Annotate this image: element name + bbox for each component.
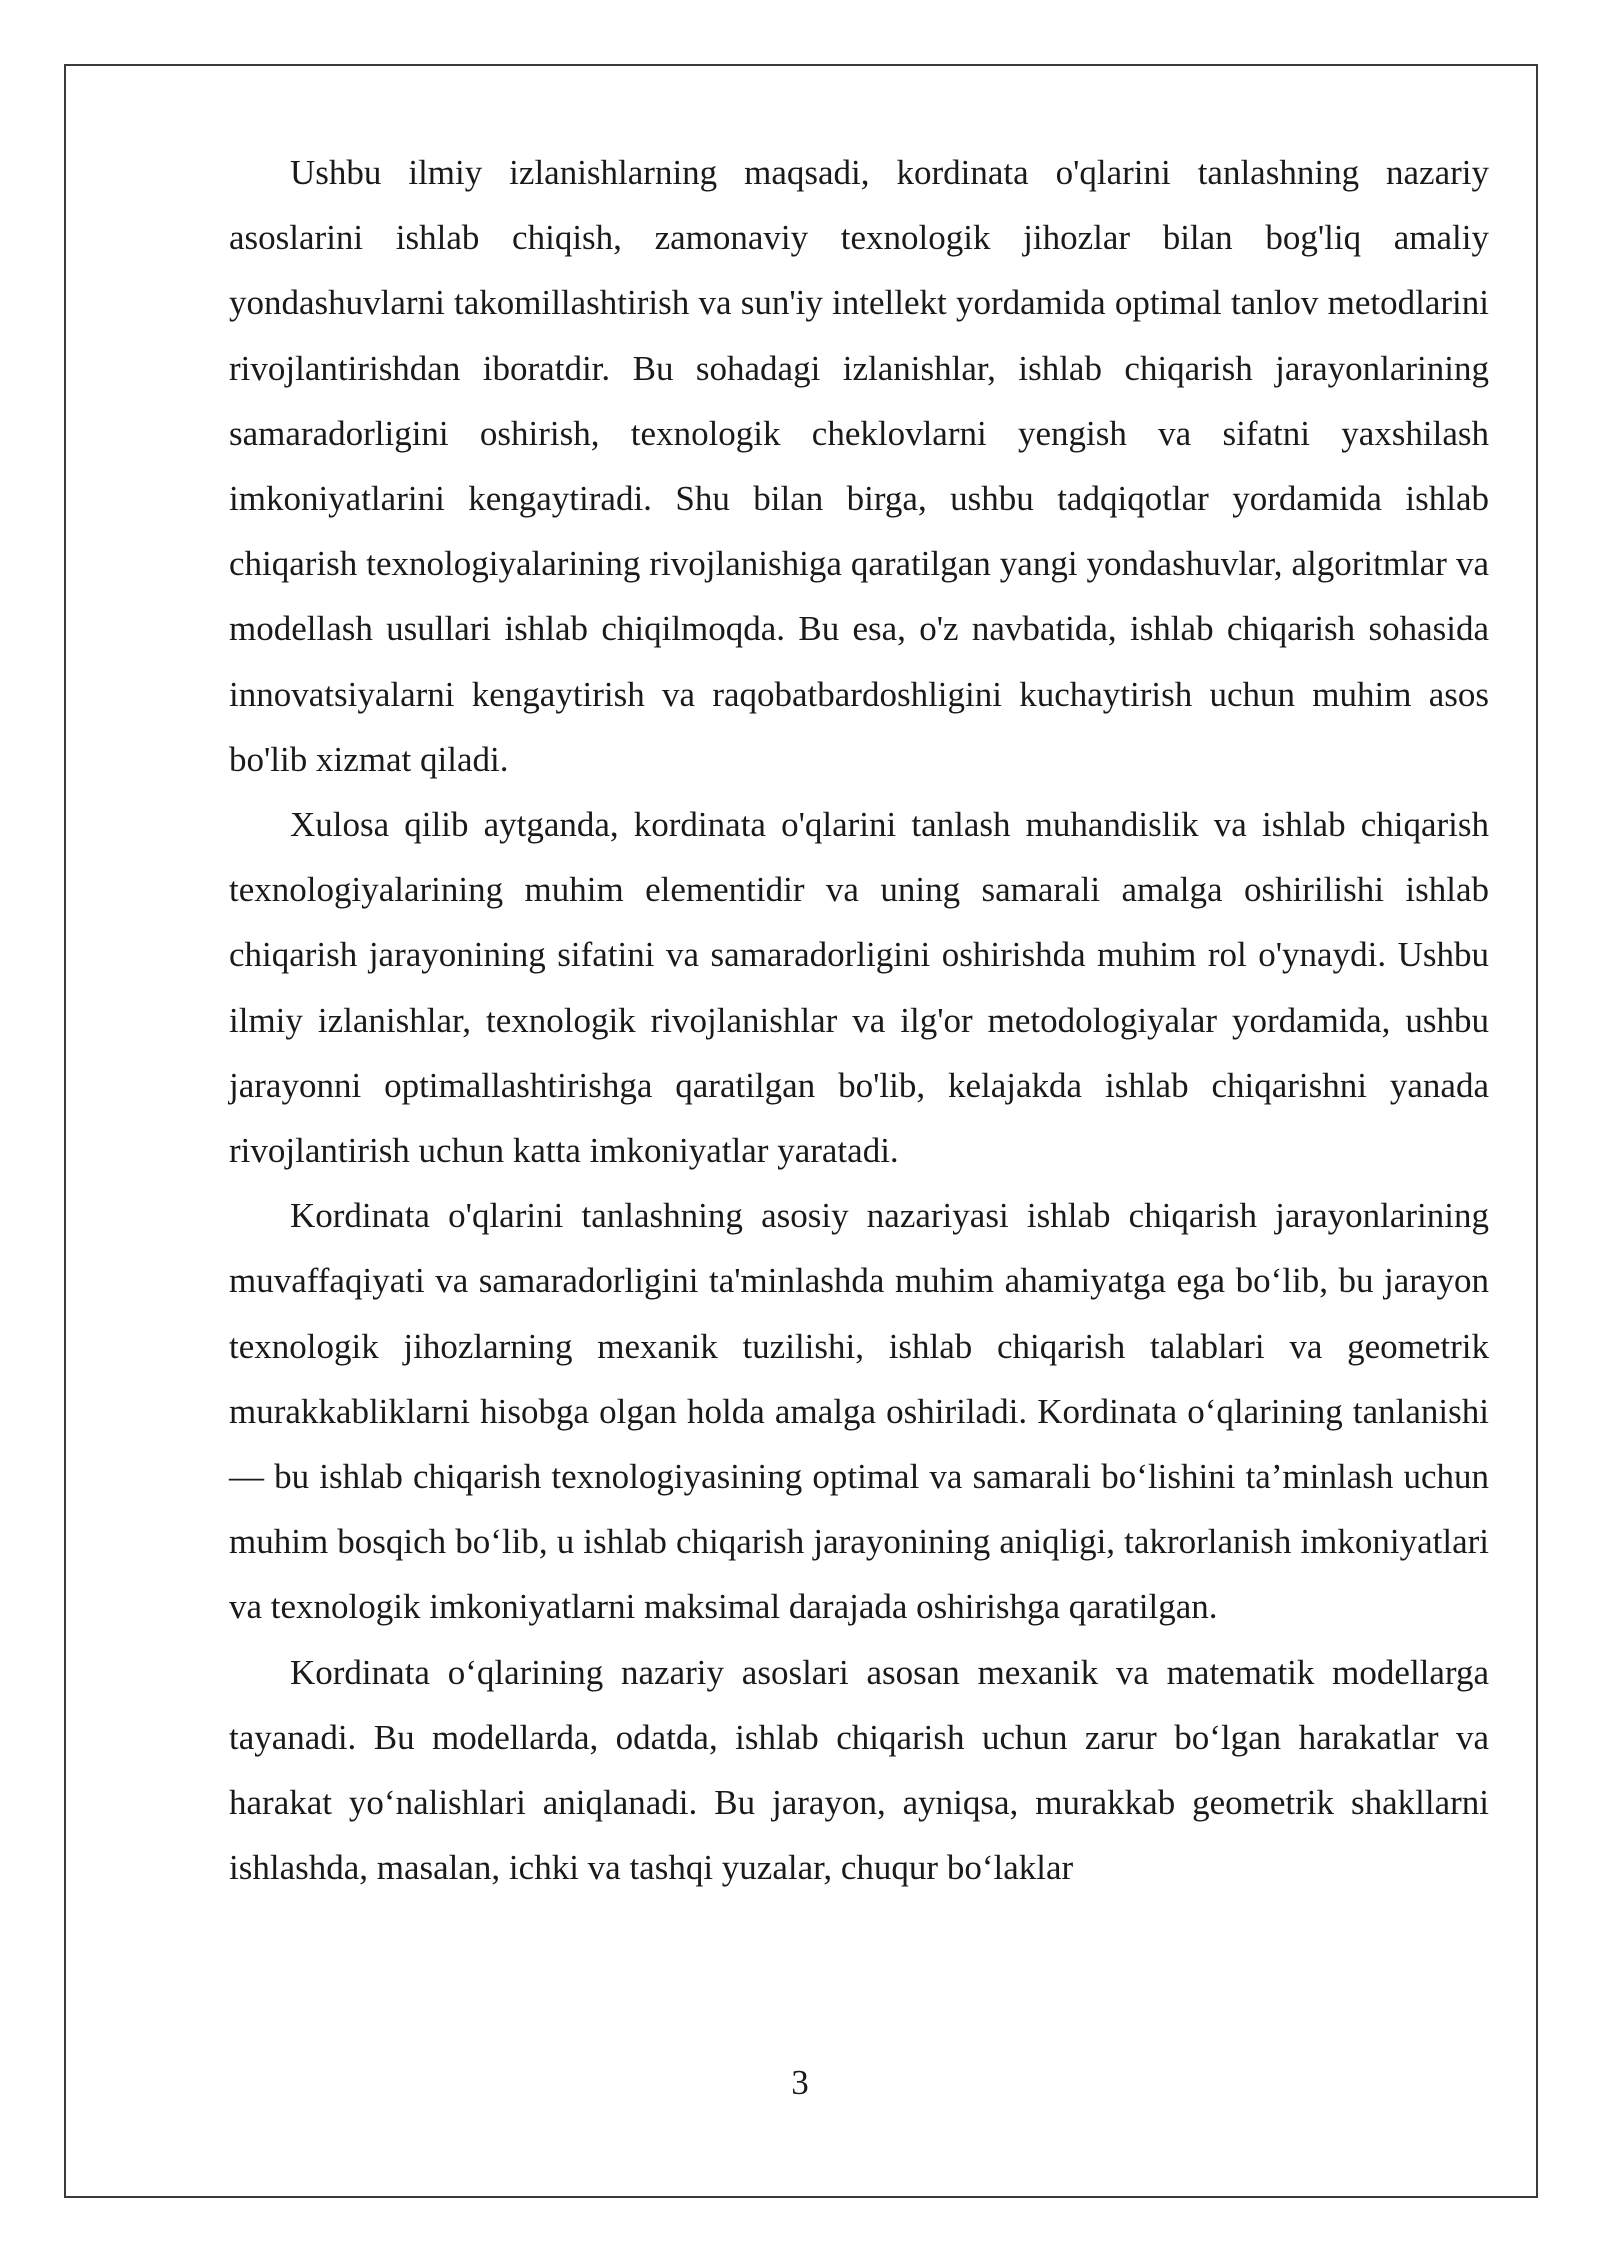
paragraph-2: Xulosa qilib aytganda, kordinata o'qlarini tanlash muhandislik va ishlab chiqarish texnologiyalarining muhim elementidir va uning samarali amalga oshirilishi ishlab chiqarish jarayonining sifatini va samaradorligini oshirishda muhim rol o'ynaydi. Ushbu ilmiy izlanishlar, texnologik rivojlanishlar va ilg'or metodologiyalar yordamida, ushbu jarayonni optimallashtirishga qaratilgan bo'lib, kelajakda ishlab chiqarishni yanada rivojlantirish uchun katta imkoniyatlar yaratadi. [229, 805, 1489, 1171]
paragraph-4: Kordinata o‘qlarining nazariy asoslari asosan mexanik va matematik modellarga tayanadi. Bu modellarda, odatda, ishlab chiqarish uchun zarur bo‘lgan harakatlar va harakat yo‘nalishlari aniqlanadi. Bu jarayon, ayniqsa, murakkab geometrik shakllarni ishlashda, masalan, ichki va tashqi yuzalar, chuqur bo‘laklar [229, 1652, 1489, 1888]
page-number: 3 [791, 2063, 809, 2102]
paragraph-1: Ushbu ilmiy izlanishlarning maqsadi, kordinata o'qlarini tanlashning nazariy asoslarini ishlab chiqish, zamonaviy texnologik jihozlar bilan bog'liq amaliy yondashuvlarni takomillashtirish va sun'iy intellekt yordamida optimal tanlov metodlarini rivojlantirishdan iboratdir. Bu sohadagi izlanishlar, ishlab chiqarish jarayonlarining samaradorligini oshirish, texnologik cheklovlarni yengish va sifatni yaxshilash imkoniyatlarini kengaytiradi. Shu bilan birga, ushbu tadqiqotlar yordamida ishlab chiqarish texnologiyalarining rivojlanishiga qaratilgan yangi yondashuvlar, algoritmlar va modellash usullari ishlab chiqilmoqda. Bu esa, o'z navbatida, ishlab chiqarish sohasida innovatsiyalarni kengaytirish va raqobatbardoshligini kuchaytirish uchun muhim asos bo'lib xizmat qiladi. [229, 153, 1489, 779]
document-body [229, 140, 1489, 1900]
paragraph-3: Kordinata o'qlarini tanlashning asosiy nazariyasi ishlab chiqarish jarayonlarining muvaffaqiyati va samaradorligini ta'minlashda muhim ahamiyatga ega bo‘lib, bu jarayon texnologik jihozlarning mexanik tuzilishi, ishlab chiqarish talablari va geometrik murakkabliklarni hisobga olgan holda amalga oshiriladi. Kordinata o‘qlarining tanlanishi — bu ishlab chiqarish texnologiyasining optimal va samarali bo‘lishini ta’minlash uchun muhim bosqich bo‘lib, u ishlab chiqarish jarayonining aniqligi, takrorlanish imkoniyatlari va texnologik imkoniyatlarni maksimal darajada oshirishga qaratilgan. [229, 1196, 1489, 1627]
